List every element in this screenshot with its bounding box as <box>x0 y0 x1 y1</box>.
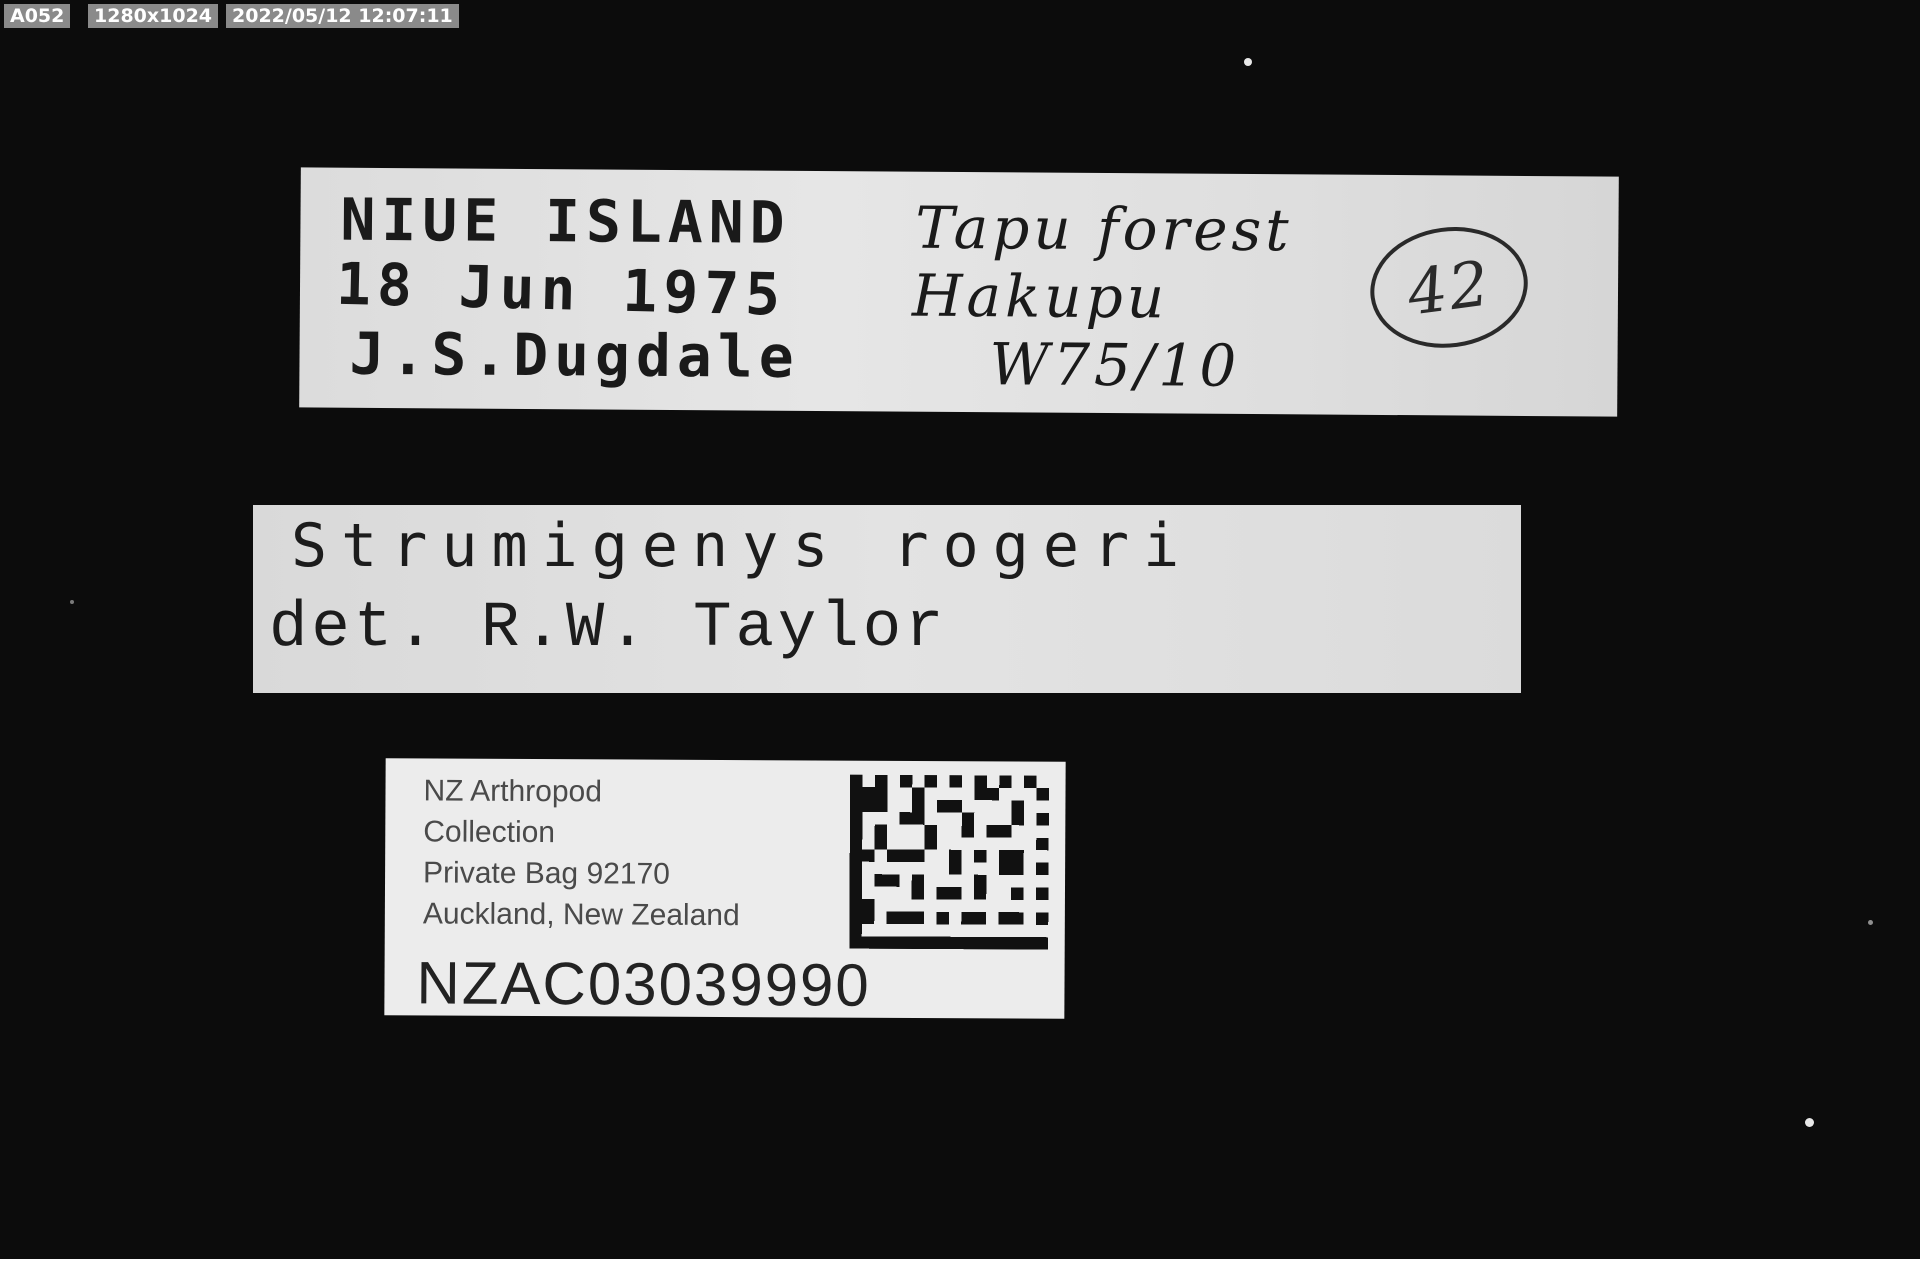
collection-label <box>384 758 1065 1019</box>
circled-number-text: 42 <box>1403 245 1495 330</box>
institution-line: Collection <box>423 815 556 850</box>
datamatrix-barcode-icon <box>845 775 1054 950</box>
determination-label <box>253 505 1521 693</box>
determiner: det. R.W. Taylor <box>269 593 948 665</box>
dust-speck <box>1244 58 1252 66</box>
locality-site: Tapu forest <box>915 193 1293 265</box>
locality-country: NIUE ISLAND <box>340 185 791 257</box>
institution-line: Auckland, New Zealand <box>422 897 740 933</box>
circled-number <box>1363 217 1535 357</box>
institution-line: NZ Arthropod <box>423 774 603 809</box>
locality-village: Hakupu <box>911 261 1169 332</box>
dust-speck <box>1805 1118 1814 1127</box>
camera-id-badge: A052 <box>4 4 70 28</box>
collection-date: 18 Jun 1975 <box>335 249 787 329</box>
timestamp-badge: 2022/05/12 12:07:11 <box>226 4 459 28</box>
locality-label <box>299 167 1619 416</box>
catalog-number: NZAC03039990 <box>416 949 871 1019</box>
institution-line: Private Bag 92170 <box>422 856 671 891</box>
dust-speck <box>1868 920 1873 925</box>
collector-name: J.S.Dugdale <box>349 319 800 391</box>
dust-speck <box>70 600 74 604</box>
species-name: Strumigenys rogeri <box>291 511 1194 581</box>
resolution-badge: 1280x1024 <box>88 4 218 28</box>
field-code: W75/10 <box>989 330 1241 400</box>
institution-address <box>423 770 741 936</box>
